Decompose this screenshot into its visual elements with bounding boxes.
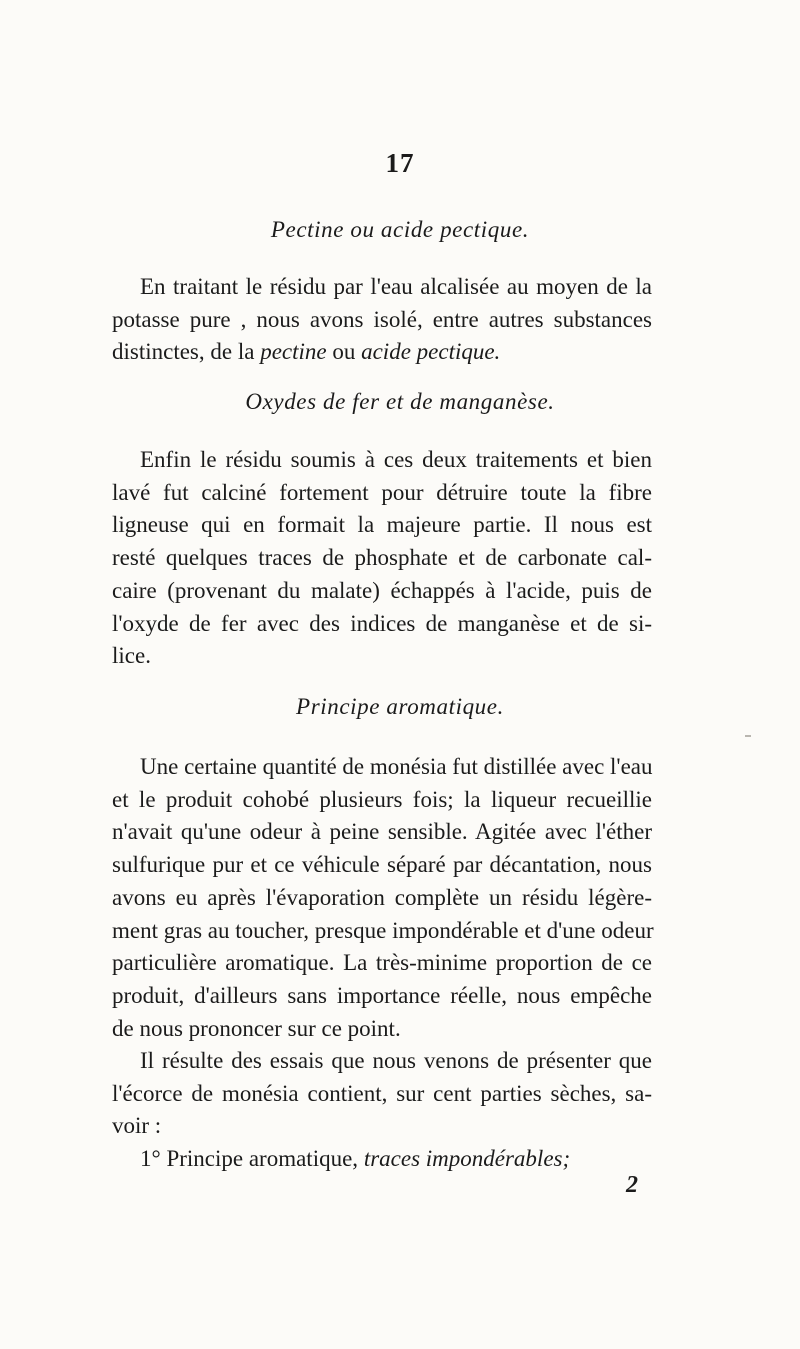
paragraph-oxydes [112, 444, 652, 673]
text-line: ligneuse qui en formait la majeure partie. Il nous est [112, 512, 652, 538]
text-line: particulière aromatique. La très-minime proportion de ce [112, 950, 652, 976]
text-line: voir : [112, 1113, 162, 1139]
text-line: Il résulte des essais que nous venons de présenter que [140, 1048, 652, 1073]
paragraph-principe-aromatique [112, 751, 652, 1045]
text-line: lice. [112, 643, 151, 669]
list-item-principe-aromatique [112, 1143, 652, 1176]
text-line: Une certaine quantité de monésia fut distillée avec l'eau [140, 754, 653, 779]
page-number: 17 [385, 148, 415, 178]
signature-mark: 2 [626, 1172, 638, 1198]
text-line: avons eu après l'évaporation complète un résidu légère- [112, 884, 652, 910]
list-item-label: 1° Principe aromatique, [140, 1146, 364, 1171]
paper-speck [745, 735, 751, 737]
paragraph-conclusion [112, 1045, 652, 1143]
text-line: l'écorce de monésia contient, sur cent parties sèches, sa- [112, 1080, 652, 1106]
section-heading-principe-aromatique: Principe aromatique. [296, 694, 504, 719]
text-line [112, 336, 652, 369]
text-line: resté quelques traces de phosphate et de carbonate cal- [112, 545, 652, 571]
text-line: ment gras au toucher, presque impondérable et d'une odeur [112, 917, 654, 943]
text-line: lavé fut calciné fortement pour détruire toute la fibre [112, 479, 652, 505]
emphasis-acide-pectique: acide pectique. [361, 339, 501, 365]
emphasis-pectine: pectine [260, 339, 327, 365]
text-line: Enfin le résidu soumis à ces deux traitements et bien [140, 447, 652, 472]
text-line: produit, d'ailleurs sans importance réelle, nous empêche [112, 982, 652, 1008]
text-run: distinctes, de la [112, 339, 261, 365]
section-heading-pectine: Pectine ou acide pectique. [270, 217, 530, 242]
text-line: En traitant le résidu par l'eau alcalisée au moyen de la [140, 274, 652, 299]
emphasis-traces-imponderables: traces impondérables; [363, 1146, 571, 1171]
text-line: n'avait qu'une odeur à peine sensible. Agitée avec l'éther [112, 819, 652, 845]
paragraph-pectine [112, 271, 652, 369]
text-line: potasse pure , nous avons isolé, entre autres substances [112, 306, 652, 332]
text-run: ou [326, 339, 362, 365]
text-line: l'oxyde de fer avec des indices de manganèse et de si- [112, 610, 652, 636]
text-line: et le produit cohobé plusieurs fois; la liqueur recueillie [112, 786, 652, 812]
text-line: de nous prononcer sur ce point. [112, 1015, 401, 1041]
text-line: caire (provenant du malate) échappés à l'acide, puis de [112, 577, 652, 603]
text-line: sulfurique pur et ce véhicule séparé par décantation, nous [112, 852, 652, 878]
text-line [112, 1143, 652, 1176]
section-heading-oxydes: Oxydes de fer et de manganèse. [245, 389, 555, 414]
